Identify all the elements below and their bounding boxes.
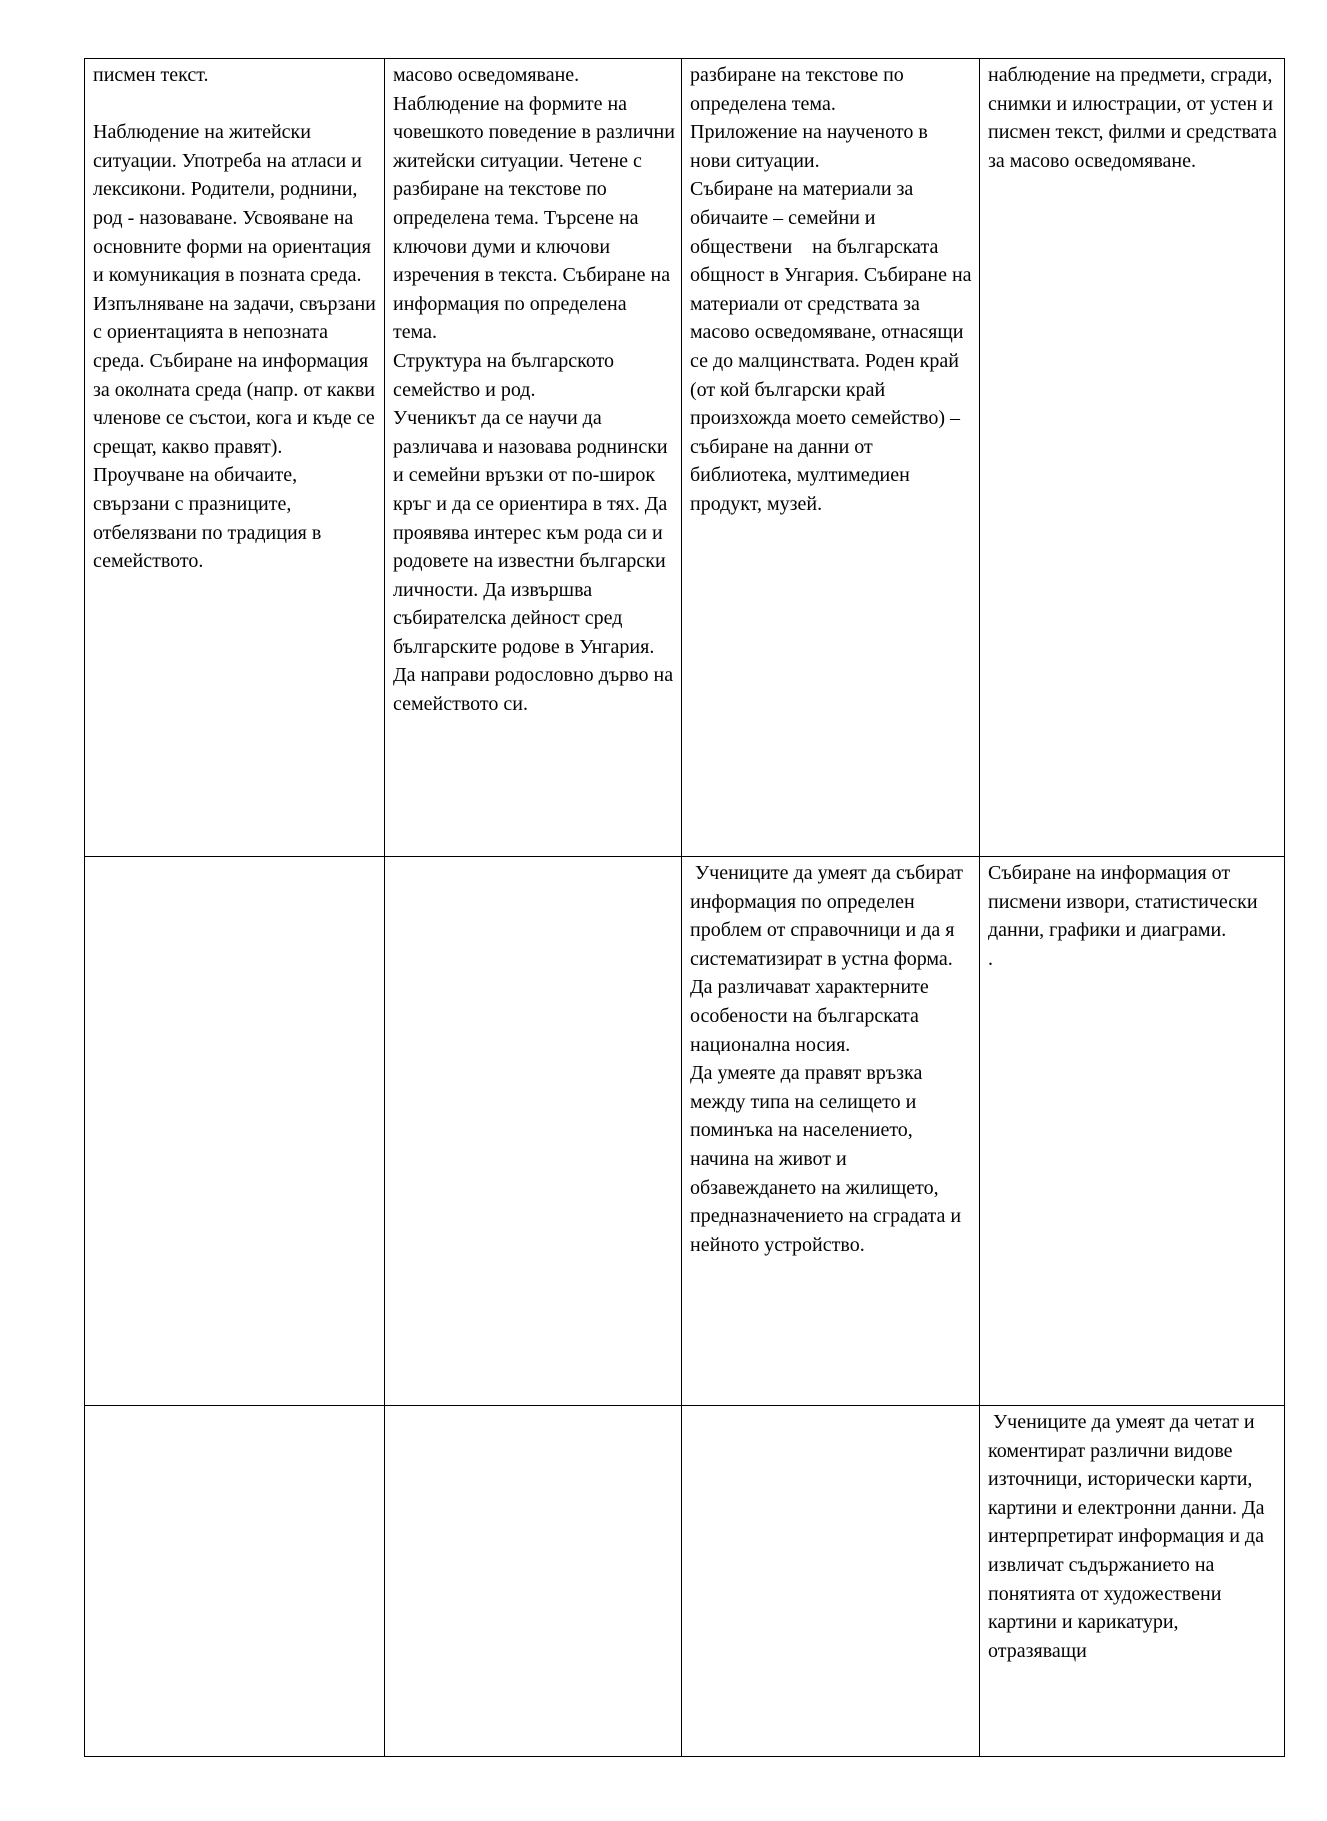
cell-paragraph: Ученикът да се научи да различава и назовава роднински и семейни връзки от по-широк кръг и да се ориентира в тях. Да проявява интерес към рода си и родовете на известни български личности. Да извършва събирателска дейност сред българските родове в Унгария. Да направи родословно дърво на семейството си. [393, 407, 679, 716]
cell-paragraph: Структура на българското семейство и род. [393, 349, 620, 401]
table-cell-empty [85, 857, 385, 1406]
cell-paragraph: писмен текст. [93, 64, 209, 86]
table-row [85, 857, 1285, 1406]
table-cell [85, 59, 385, 857]
table-cell [385, 59, 682, 857]
cell-paragraph: разбиране на текстове по определена тема. [690, 64, 909, 115]
table-cell [980, 857, 1285, 1406]
table-cell [980, 1406, 1285, 1757]
paragraph-spacer [93, 90, 378, 119]
curriculum-table [84, 58, 1285, 1757]
table-cell [682, 857, 980, 1406]
table-cell-empty [682, 1406, 980, 1757]
table-row [85, 59, 1285, 857]
cell-paragraph: Наблюдение на житейски ситуации. Употреба на атласи и лексикони. Родители, роднини, род - назоваване. Усвояване на основните форми на ориентация и комуникация в позната среда. [93, 121, 376, 287]
cell-paragraph: наблюдение на предмети, сгради, снимки и илюстрации, от устен и писмен текст, филми и средствата за масово осведомяване. [988, 64, 1282, 172]
cell-paragraph: Учениците да умеят да четат и коментират различни видове източници, исторически карти, картини и електронни данни. Да интерпретират информация и да извличат съдържанието на понятията от художествени картини и карикатури, отразяващи [988, 1411, 1270, 1662]
table-cell-empty [385, 1406, 682, 1757]
table-cell-empty [85, 1406, 385, 1757]
cell-paragraph: Учениците да умеят да събират информация по определен проблем от справочници и да я систематизират в устна форма. [690, 862, 969, 970]
cell-paragraph: . [988, 947, 993, 970]
cell-paragraph: Събиране на материали за обичаите – семейни и обществени на българската общност в Унгария. Събиране на материали от средствата за масово осведомяване, отнасящи се до малцинствата. Роден край (от кой български край произхожда моето семейство) – събиране на данни от библиотека, мултимедиен продукт, музей. [690, 178, 977, 515]
cell-paragraph: Да умеяте да правят връзка между типа на селището и поминъка на населението, начина на живот и обзавеждането на жилището, предназначението на сградата и нейното устройство. [690, 1062, 967, 1256]
cell-paragraph: Събиране на информация от писмени извори, статистически данни, графики и диаграми. [988, 862, 1263, 942]
table-row [85, 1406, 1285, 1757]
cell-paragraph: масово осведомяване. [393, 64, 580, 86]
cell-paragraph: Наблюдение на формите на човешкото поведение в различни житейски ситуации. Четене с разбиране на текстове по определена тема. Търсене на ключови думи и ключови изречения в текста. Събиране на информация по определена тема. [393, 92, 680, 344]
table-cell [980, 59, 1285, 857]
cell-paragraph: Изпълняване на задачи, свързани с ориентацията в непозната среда. Събиране на информация за околната среда (напр. от какви членове се състои, кога и къде се срещат, какво правят). Проучване на обичаите, свързани с празниците, отбелязвани по традиция в семейството. [93, 292, 381, 573]
table-cell [682, 59, 980, 857]
cell-paragraph: Да различават характерните особености на българската национална носия. [690, 976, 934, 1056]
table-cell-empty [385, 857, 682, 1406]
cell-paragraph: Приложение на наученото в нови ситуации. [690, 121, 933, 172]
